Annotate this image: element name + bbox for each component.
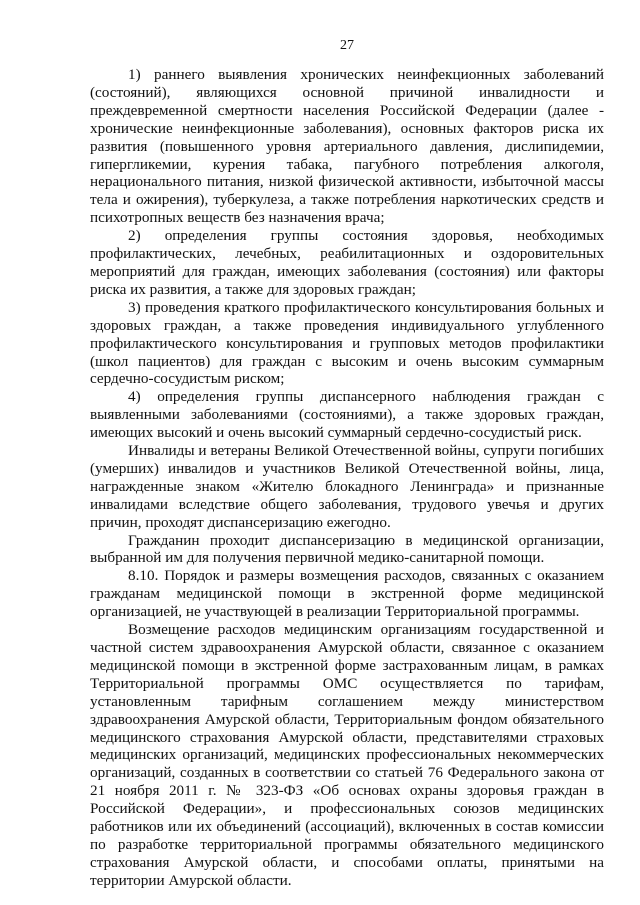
paragraph-reimbursement: Возмещение расходов медицинским организациям государственной и частной систем здравоохранения Амурской области, связанное с оказанием медицинской помощи в экстренной форме застрахованным лицам, в рамках Территориальной программы ОМС осуществляется по тарифам, установленным тарифным соглашением между министерством здравоохранения Амурской области, Территориальным фондом обязательного медицинского страхования Амурской области, представителями страховых медицинских организаций, медицинских профессиональных некоммерческих организаций, созданных в соответствии со статьей 76 Федерального закона от 21 ноября 2011 г. № 323-ФЗ «Об основах охраны здоровья граждан в Российской Федерации», и профессиональных союзов медицинских работников или их объединений (ассоциаций), включенных в состав комиссии по разработке территориальной программы обязательного медицинского страхования Амурской области, и способами оплаты, принятыми на территории Амурской области. [90,621,604,889]
list-item-counseling: 3) проведения краткого профилактического консультирования больных и здоровых граждан, а также проведения индивидуального углубленного профилактического консультирования и групповых методов профилактики (школ пациентов) для граждан с высоким и очень высоким суммарным сердечно-сосудистым риском; [90,298,604,388]
document-body [90,66,604,890]
paragraph-veterans: Инвалиды и ветераны Великой Отечественной войны, супруги погибших (умерших) инвалидов и участников Великой Отечественной войны, лица, награжденные знаком «Жителю блокадного Ленинграда» и признанные инвалидами вследствие общего заболевания, трудового увечья и других причин, проходят диспансеризацию ежегодно. [90,442,604,531]
list-item-health-group: 2) определения группы состояния здоровья, необходимых профилактических, лечебных, реабилитационных и оздоровительных мероприятий для граждан, имеющих заболевания (состояния) или факторы риска их развития, а также для здоровых граждан; [90,227,604,298]
list-item-early-detection: 1) раннего выявления хронических неинфекционных заболеваний (состояний), являющихся основной причиной инвалидности и преждевременной смертности населения Российской Федерации (далее - хронические неинфекционные заболевания), основных факторов риска их развития (повышенного уровня артериального давления, дислипидемии, гипергликемии, курения табака, пагубного потребления алкоголя, нерационального питания, низкой физической активности, избыточной массы тела и ожирения), туберкулеза, а также потребления наркотических средств и психотропных веществ без назначения врача; [90,66,604,227]
list-item-dispensary-group: 4) определения группы диспансерного наблюдения граждан с выявленными заболеваниями (состояниями), а также здоровых граждан, имеющих высокий и очень высокий суммарный сердечно-сосудистый риск. [90,388,604,442]
section-heading-8-10: 8.10. Порядок и размеры возмещения расходов, связанных с оказанием гражданам медицинской помощи в экстренной форме медицинской организацией, не участвующей в реализации Территориальной программы. [90,567,604,621]
page-number: 27 [340,38,354,53]
paragraph-citizen-dispensarization: Гражданин проходит диспансеризацию в медицинской организации, выбранной им для получения первичной медико-санитарной помощи. [90,531,604,567]
